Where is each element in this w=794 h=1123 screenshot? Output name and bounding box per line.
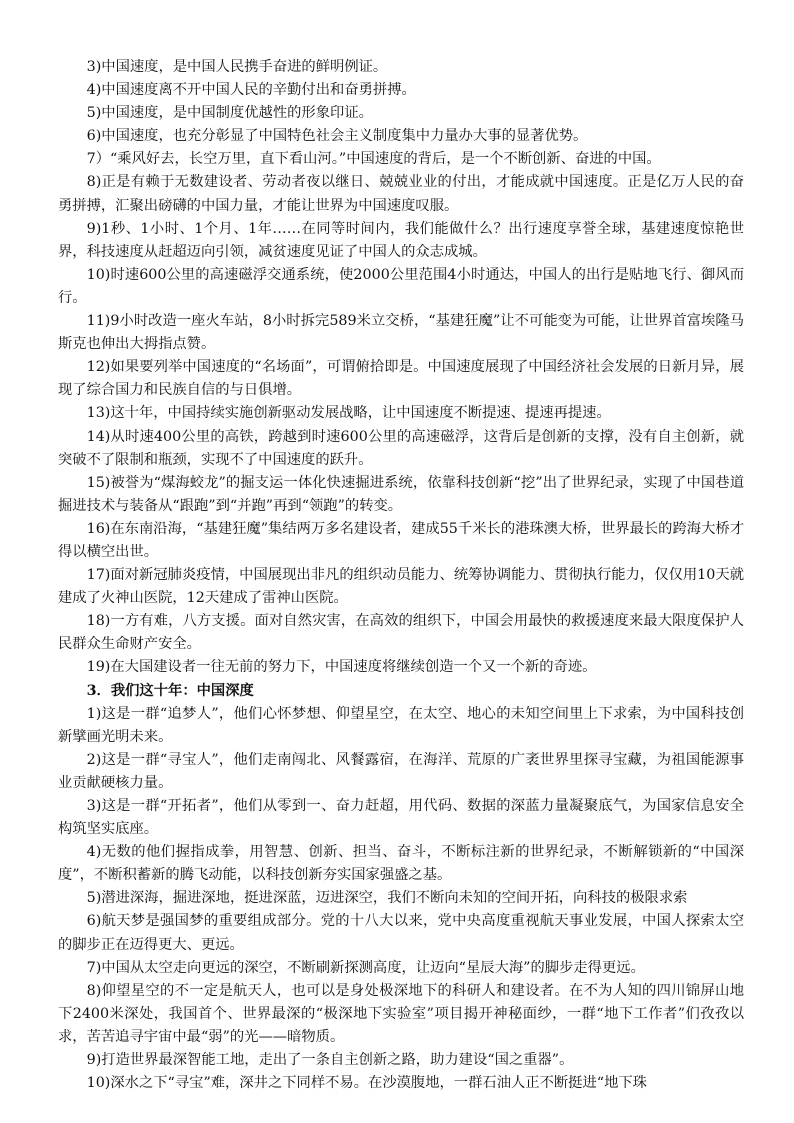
paragraph: 5)中国速度，是中国制度优越性的形象印证。 — [86, 105, 373, 122]
paragraph: 8)仰望星空的不一定是航天人，也可以是身处极深地下的科研人和建设者。在不为人知的四川锦屏山地下2400米深处，我国首个、世界最深的“极深地下实验室”项目揭开神秘面纱，一群“地下工作者”们孜孜以求，苦苦追寻宇宙中最“弱”的光——暗物质。 — [58, 982, 744, 1045]
paragraph: 6)航天梦是强国梦的重要组成部分。党的十八大以来，党中央高度重视航天事业发展，中国人探索太空的脚步正在迈得更大、更远。 — [58, 913, 744, 953]
paragraph: 3)中国速度，是中国人民携手奋进的鲜明例证。 — [86, 59, 388, 75]
paragraph: 8)正是有赖于无数建设者、劳动者夜以继日、兢兢业业的付出，才能成就中国速度。正是亿万人民的奋勇拼搏，汇聚出磅礴的中国力量，才能让世界为中国速度叹服。 — [58, 174, 744, 214]
paragraph: 9)1秒、1小时、1个月、1年……在同等时间内，我们能做什么？出行速度享誉全球，基建速度惊艳世界，科技速度从赶超迈向引领，减贫速度见证了中国人的众志成城。 — [58, 220, 744, 260]
paragraph: 11)9小时改造一座火车站，8小时拆完589米立交桥，“基建狂魔”让不可能变为可能，让世界首富埃隆马斯克也伸出大拇指点赞。 — [58, 313, 744, 353]
paragraph: 7）“乘风好去，长空万里，直下看山河。”中国速度的背后，是一个不断创新、奋进的中国。 — [86, 151, 661, 168]
paragraph: 16)在东南沿海，“基建狂魔”集结两万多名建设者，建成55千米长的港珠澳大桥，世界最长的跨海大桥才得以横空出世。 — [58, 520, 744, 560]
paragraph: 10)时速600公里的高速磁浮交通系统，使2000公里范围4小时通达，中国人的出行是贴地飞行、御风而行。 — [58, 266, 744, 306]
paragraph: 4)中国速度离不开中国人民的辛勤付出和奋勇拼搏。 — [86, 82, 416, 99]
document-page — [58, 56, 744, 1095]
paragraph: 13)这十年，中国持续实施创新驱动发展战略，让中国速度不断提速、提速再提速。 — [86, 405, 611, 422]
paragraph: 14)从时速400公里的高铁，跨越到时速600公里的高速磁浮，这背后是创新的支撑，没有自主创新，就突破不了限制和瓶颈，实现不了中国速度的跃升。 — [58, 428, 744, 468]
paragraph: 6)中国速度，也充分彰显了中国特色社会主义制度集中力量办大事的显著优势。 — [86, 128, 588, 145]
paragraph: 7)中国从太空走向更远的深空，不断刷新探测高度，让迈向“星辰大海”的脚步走得更远。 — [86, 959, 645, 976]
paragraph: 17)面对新冠肺炎疫情，中国展现出非凡的组织动员能力、统筹协调能力、贯彻执行能力，仅仅用10天就建成了火神山医院，12天建成了雷神山医院。 — [58, 567, 744, 607]
paragraph: 5)潜进深海，掘进深地，挺进深蓝，迈进深空，我们不断向未知的空间开拓，向科技的极限求索 — [86, 890, 688, 907]
paragraph: 10)深水之下“寻宝”难，深井之下同样不易。在沙漠腹地，一群石油人正不断挺进“地下珠 — [86, 1075, 647, 1092]
paragraph: 4)无数的他们握指成拳，用智慧、创新、担当、奋斗，不断标注新的世界纪录，不断解锁新的“中国深度”，不断积蓄新的腾飞动能，以科技创新夯实国家强盛之基。 — [58, 844, 744, 884]
paragraph: 19)在大国建设者一往无前的努力下，中国速度将继续创造一个又一个新的奇迹。 — [86, 659, 597, 676]
section-heading: 3．我们这十年：中国深度 — [86, 682, 254, 699]
paragraph: 2)这是一群“寻宝人”，他们走南闯北、风餐露宿，在海洋、荒原的广袤世界里探寻宝藏，为祖国能源事业贡献硬核力量。 — [58, 751, 744, 791]
paragraph: 12)如果要列举中国速度的“名场面”，可谓俯拾即是。中国速度展现了中国经济社会发展的日新月异，展现了综合国力和民族自信的与日俱增。 — [58, 359, 744, 399]
paragraph: 9)打造世界最深智能工地，走出了一条自主创新之路，助力建设“国之重器”。 — [86, 1052, 574, 1069]
paragraph: 3)这是一群“开拓者”，他们从零到一、奋力赶超，用代码、数据的深蓝力量凝聚底气，为国家信息安全构筑坚实底座。 — [58, 798, 744, 838]
paragraph: 15)被誉为“煤海蛟龙”的掘支运一体化快速掘进系统，依靠科技创新“挖”出了世界纪录，实现了中国巷道掘进技术与装备从“跟跑”到“并跑”再到“领跑”的转变。 — [58, 474, 744, 514]
paragraph: 1)这是一群“追梦人”，他们心怀梦想、仰望星空，在太空、地心的未知空间里上下求索，为中国科技创新擘画光明未来。 — [58, 705, 744, 745]
paragraph: 18)一方有难，八方支援。面对自然灾害，在高效的组织下，中国会用最快的救援速度来最大限度保护人民群众生命财产安全。 — [58, 613, 744, 653]
